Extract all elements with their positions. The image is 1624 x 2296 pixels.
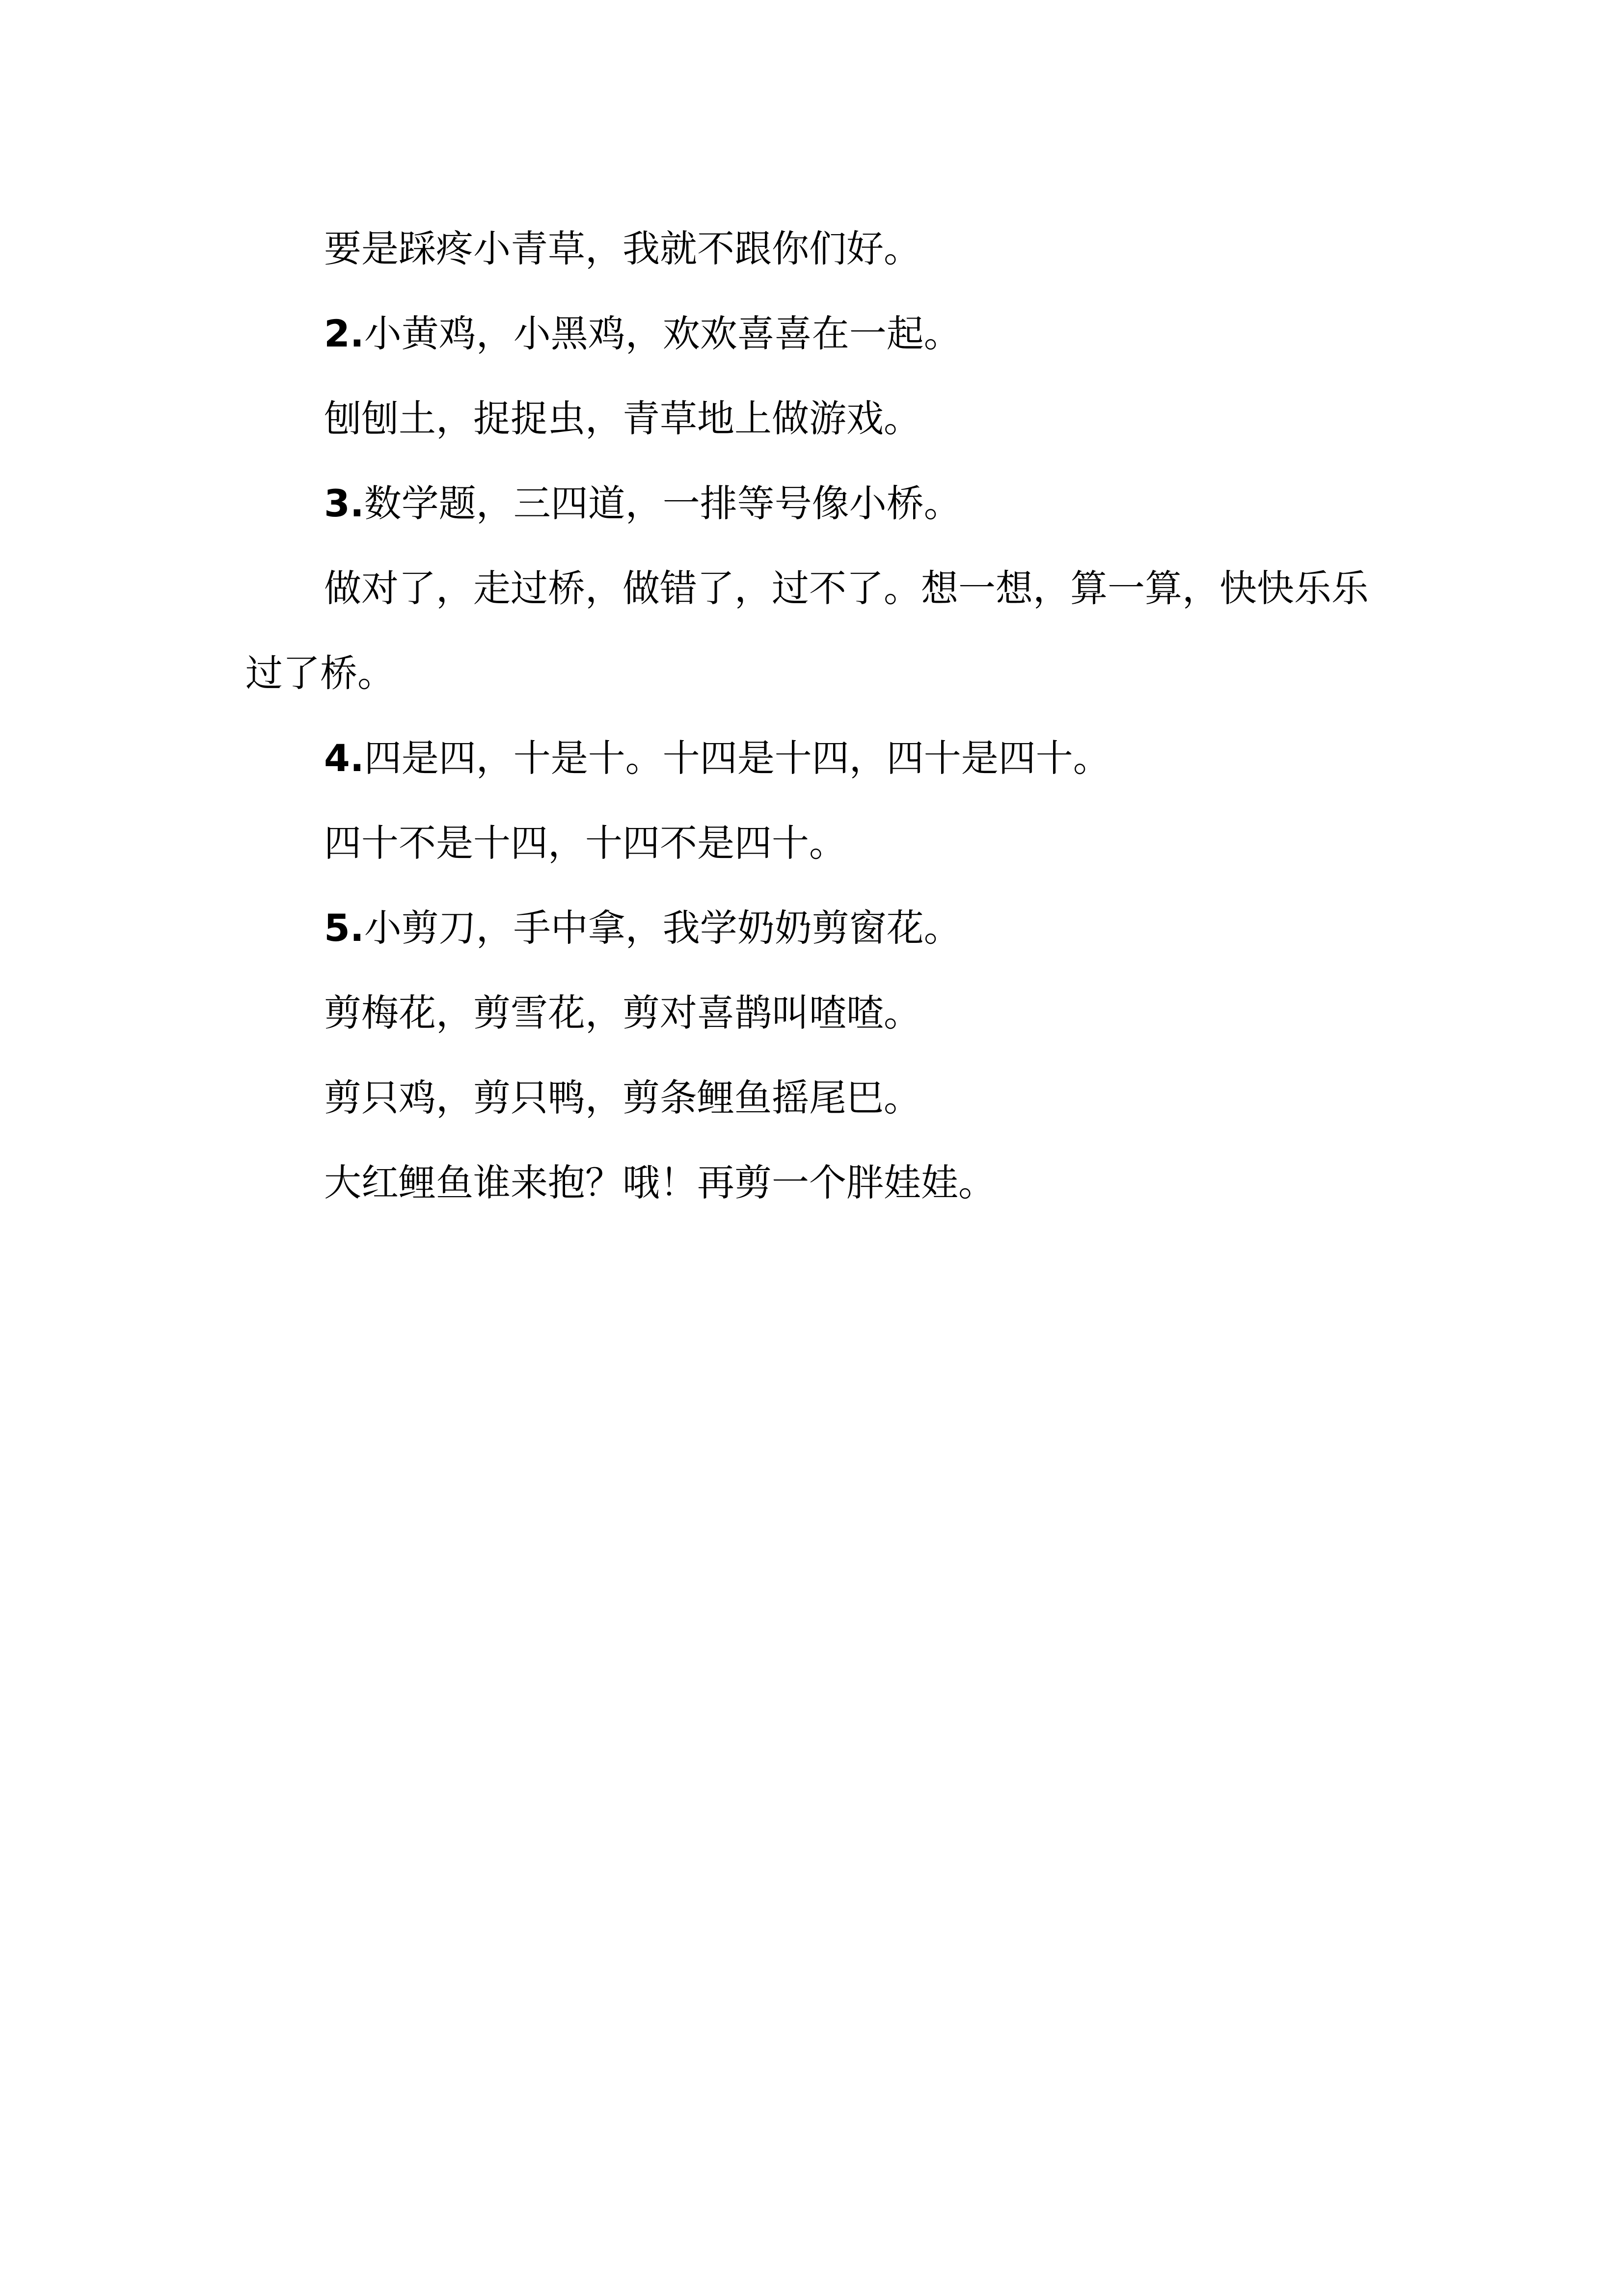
- paragraph: [245, 801, 1394, 885]
- paragraph: [245, 376, 1394, 461]
- paragraph: [245, 970, 1394, 1055]
- item-number: 5.: [324, 906, 364, 950]
- item-number: 2.: [324, 312, 364, 355]
- paragraph: [245, 1055, 1394, 1140]
- document-body: [245, 206, 1394, 1225]
- paragraph-text: 要是踩疼小青草，我就不跟你们好。: [324, 227, 921, 270]
- paragraph-text: 四十不是十四，十四不是四十。: [324, 821, 846, 865]
- paragraph: [245, 716, 1394, 801]
- item-number: 4.: [324, 736, 364, 780]
- paragraph-text: 小剪刀，手中拿，我学奶奶剪窗花。: [364, 906, 961, 950]
- paragraph-text: 刨刨土，捉捉虫，青草地上做游戏。: [324, 397, 921, 440]
- paragraph-text: 做对了，走过桥，做错了，过不了。想一想，算一算，快快乐乐过了桥。: [245, 566, 1369, 695]
- paragraph-text: 剪梅花，剪雪花，剪对喜鹊叫喳喳。: [324, 991, 921, 1035]
- paragraph-text: 大红鲤鱼谁来抱？哦！再剪一个胖娃娃。: [324, 1161, 996, 1204]
- paragraph-text: 剪只鸡，剪只鸭，剪条鲤鱼摇尾巴。: [324, 1076, 921, 1120]
- paragraph: [245, 291, 1394, 376]
- paragraph: [245, 461, 1394, 546]
- paragraph: [245, 206, 1394, 291]
- paragraph-text: 小黄鸡，小黑鸡，欢欢喜喜在一起。: [364, 312, 961, 355]
- paragraph: [245, 885, 1394, 970]
- paragraph-text: 四是四，十是十。十四是十四，四十是四十。: [364, 736, 1110, 780]
- paragraph: [245, 1140, 1394, 1225]
- paragraph-text: 数学题，三四道，一排等号像小桥。: [364, 481, 961, 525]
- paragraph: [245, 546, 1394, 716]
- item-number: 3.: [324, 481, 364, 525]
